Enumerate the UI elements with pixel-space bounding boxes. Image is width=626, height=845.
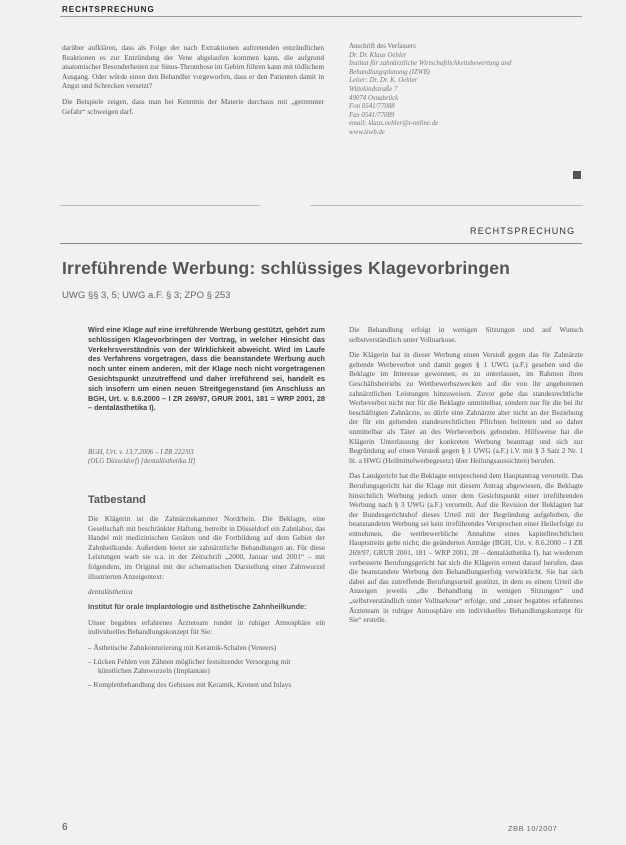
contact-label: Anschrift des Verfassers xyxy=(349,43,416,50)
header-rule xyxy=(60,16,582,17)
running-header: RECHTSPRECHUNG xyxy=(62,5,155,14)
paragraph: Die Klägerin ist die Zahnärztekammer Nordrhein. Die Beklagte, eine Gesellschaft mit beschränkter Haftung, betreibt in Düsseldorf ein Zahnlabor, das Handel mit medizinischen Geräten und die Fortbildung auf dem Gebiet der Zahnheilkunde. Außerdem bietet sie zahnärztliche Behandlungen an. Für diese Leistungen warb sie u.a. in der Zeitschrift „2000, Januar und 2001“ – mit folgendem, im Original mit der schematischen Darstellung einer Zahnwurzel illustrierten Anzeigentext: xyxy=(88,514,325,581)
paragraph: Die Beispiele zeigen, dass man bei Kenntnis der Materie durchaus mit „getrennter Gefahr“ schweigen darf. xyxy=(62,96,324,116)
contact-line: Leiter: Dr. Dr. K. Oehler xyxy=(349,77,418,85)
contact-line: email: klaus.oehler@t-online.de xyxy=(349,120,439,128)
top-left-column xyxy=(62,43,324,122)
bullet-list xyxy=(88,643,325,689)
contact-line: Institut für zahnärztliche Wirtschaftlichkeitsbewertung und xyxy=(349,60,512,68)
contact-line: Fon 0541/77088 xyxy=(349,103,395,111)
contact-line: www.izwb.de xyxy=(349,128,385,136)
contact-line: Fax 0541/77089 xyxy=(349,111,395,119)
citation-line: BGH, Urt. v. 13.7.2006 – I ZR 222/03 xyxy=(88,448,194,456)
author-contact xyxy=(349,43,583,138)
tatbestand-heading: Tatbestand xyxy=(88,494,146,506)
ad-heading: Institut für orale Implantologie und ästhetische Zahnheilkunde: xyxy=(88,602,307,612)
section-label: RECHTSPRECHUNG xyxy=(470,226,576,236)
paragraph: Die Behandlung erfolgt in wenigen Sitzungen und auf Wunsch selbstverständlich unter Vollnarkose. xyxy=(349,325,583,344)
journal-footer: ZBB 10/2007 xyxy=(508,824,558,833)
paragraph: Die Klägerin hat in dieser Werbung einen Verstoß gegen das für Zahnärzte geltende Werbeverbot und damit gegen § 1 UWG (a.F.) gesehen und die Beklagte im Interesse gewonnen, es zu unterlassen, im Rahmen ihres Geschäftsbetriebs zu Wettbewerbszwecken auf die von ihr angebotenen zahnärztlichen Leistungen hinzuweisen. Zuvor gehe das standesrechtliche Werbeverbot nicht nur für die Beklagte unmittelbar, sondern nur für die bei ihr beschäftigten Zahnärzte, so dürfe eine Zahnärzte aber nicht an der Beziehung der für ein geltenden standesrechtlichen Pflichten beitreten und so daher unmittelbar als Täter an des Werbeverbots gebunden. Hilfsweise hat die Klägerin Unterlassung der konkreten Werbung beantragt und sich zur Begründung auf einen Verstoß gegen § 1 UWG (a.F.) i.V. mit § 3 Satz 2 Nr. 1 lit. a HWG (Heilmittelwerbegesetz) über Heilungsaussichten) berufen. xyxy=(349,350,583,465)
list-item: – Lücken Fehlen von Zähnen möglicher festsitzender Versorgung mit künstlichen Zahnwurzeln (Implantate) xyxy=(88,656,291,676)
divider xyxy=(310,205,583,206)
paragraph: Unser begabtes erfahrenes Ärzteteam rundet in ruhiger Atmosphäre ein individuelles Behandlungskonzept für Sie: xyxy=(88,617,325,637)
citation-line: (OLG Düsseldorf) [dentalästhetika II] xyxy=(88,457,196,465)
citation xyxy=(88,448,325,466)
lead-summary: Wird eine Klage auf eine irreführende Werbung gestützt, gehört zum schlüssigen Klagevorbringen der Vortrag, in welcher Hinsicht das Verkehrsverständnis von der Wirklichkeit abweicht. Wird im Laufe des Verfahrens vorgetragen, dass die beanstandete Werbung auch noch unter einem anderen, mit der Klage noch nicht vorgetragenen Gesichtspunkt unzutreffend und daher irreführend sei, handelt es sich insofern um einen neuen Streitgegenstand (im Anschluss an BGH, Urt. v. 8.6.2000 – I ZR 269/97, GRUR 2001, 181 = WRP 2001, 28 – dentalästhetika I). xyxy=(88,325,325,413)
list-item: – Komplettbehandlung des Gebisses mit Keramik, Kronen und Inlays xyxy=(88,679,292,689)
article-subtitle: UWG §§ 3, 5; UWG a.F. § 3; ZPO § 253 xyxy=(62,290,231,301)
contact-line: 49074 Osnabrück xyxy=(349,94,399,102)
page-number: 6 xyxy=(62,822,68,833)
bottom-left-column xyxy=(88,514,325,693)
paragraph: Das Landgericht hat die Beklagte entsprechend dem Hauptantrag verurteilt. Das Berufungsgericht hat die Klage mit diesem Antrag abgewiesen, die Beklagte hinsichtlich Werbung jedoch unter dem Gesichtspunkt einer irreführenden Werbung nach § 3 UWG (a.F.) verurteilt. Auf die Revision der Beklagten hat der Bundesgerichtshof dieses Urteil mit der Begründung aufgehoben, die beanstandeten Werbung sei kein irreführendes Versprechen einer Heilerfolge zu entnehmen, die wettbewerbliche Annahme eines kapitellrechtlichen Hauptstreits gelte nicht; die geänderten Anträge (BGH, Urt. v. 8.6.2000 – I ZR 269/97, GRUR 2001, 181 – WRP 2001, 28 – dentalästhetika I), hat wiederum verbesserte Berufungsgericht hat sich die Klägerin erneut darauf berufen, dass die beanstandete Werbung den Behandlungserfolg verwirklicht. Sie hat sich dabei auf das zutreffende Berufungsurteil gestützt, in dem es einem Urteil die Anzeigen jeweils „die Behandlung in wenigen Sitzungen“ und „selbstverständlich unter Vollnarkose“ erfolge, und „unser begabtes erfahrenes Ärzteteam in ruhiger Atmosphäre ein individuelles Behandlungskonzept für Sie“ erstelle. xyxy=(349,471,583,625)
end-mark-icon xyxy=(573,171,581,179)
bottom-right-column xyxy=(349,325,583,631)
contact-line: Dr. Dr. Klaus Oehler xyxy=(349,51,407,59)
contact-line: Behandlungsplanung (IZWB) xyxy=(349,68,430,76)
list-item: – Ästhetische Zahnkonturierung mit Keramik-Schalen (Veneers) xyxy=(88,642,277,652)
contact-line: Wittekindstraße 7 xyxy=(349,85,398,93)
ad-brand: dentalästhetica xyxy=(88,587,133,597)
section-rule xyxy=(60,243,582,244)
divider xyxy=(60,205,260,206)
paragraph: darüber aufklären, dass als Folge der nach Extraktionen auftretenden entzündlichen Reaktionen es zur Entzündung der Vene abgelaufen kommen kann, die aufgrund anatomischer Besonderheiten zur Sinus-Thrombose im Gehirn führen kann mit tödlichem Ausgang. Oder würde einen den Behandler vorgeworfen, dass er den Patienten damit in Angst und Schrecken versetzt? xyxy=(62,43,325,91)
article-title: Irreführende Werbung: schlüssiges Klagevorbringen xyxy=(62,258,511,278)
